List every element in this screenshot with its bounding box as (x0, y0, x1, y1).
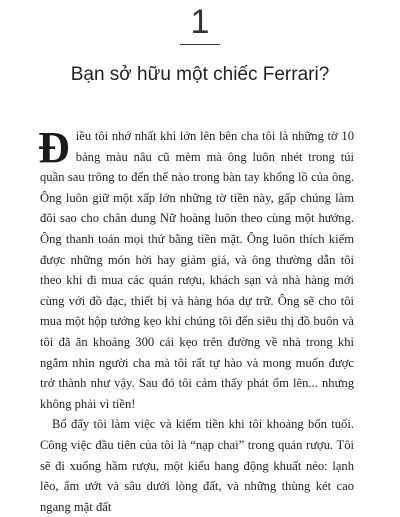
chapter-number (0, 4, 400, 40)
chapter-number-text: 1 (190, 3, 210, 41)
paragraph-1 (38, 123, 354, 414)
chapter-number-underline (180, 44, 220, 45)
drop-cap: Đ (38, 123, 70, 172)
paragraph-1-text: iều tôi nhớ nhất khi lớn lên bên cha tôi là những tờ 10 bảng màu nâu cũ mèm mà ông luôn nhét trong túi quần sau trông to đến thế nào trong bàn tay khổng lồ của ông. Ông luôn giữ một xấp lớn những tờ tiền này, gấp chúng làm đôi sao cho chân dung Nữ hoàng luôn theo cùng một hướng. Ông thanh toán mọi thứ bằng tiền mặt. Ông luôn thích kiếm được những món hời hay giảm giá, và ông thường dẫn tôi theo khi đi mua các quán rượu, khách sạn và nhà hàng mới cùng với đồ đạc, thiết bị và hàng hóa dự trữ. Ông sẽ cho tôi mua một hộp tướng kẹo khi chúng tôi đến siêu thị đồ buôn và tôi đã ăn khoảng 300 cái kẹo trên đường về nhà trong khi ngắm nhìn người cha mà tôi rất tự hào và mong muốn được trở thành như vậy. Sau đó tôi cảm thấy phát ốm lên... nhưng không phải vì tiền! (40, 129, 354, 411)
paragraph-2: Bố đẩy tôi làm việc và kiếm tiền khi tôi khoảng bốn tuổi. Công việc đầu tiên của tôi là “nạp chai” trong quán rượu. Tôi sẽ đi xuống hầm rượu, một kiểu hang động khuất nẻo: lạnh lẽo, ẩm ướt và sâu dưới lòng đất, và những thùng két cao ngang mặt đất (40, 417, 354, 514)
chapter-body (38, 123, 354, 517)
chapter-title: Bạn sở hữu một chiếc Ferrari? (70, 64, 330, 85)
